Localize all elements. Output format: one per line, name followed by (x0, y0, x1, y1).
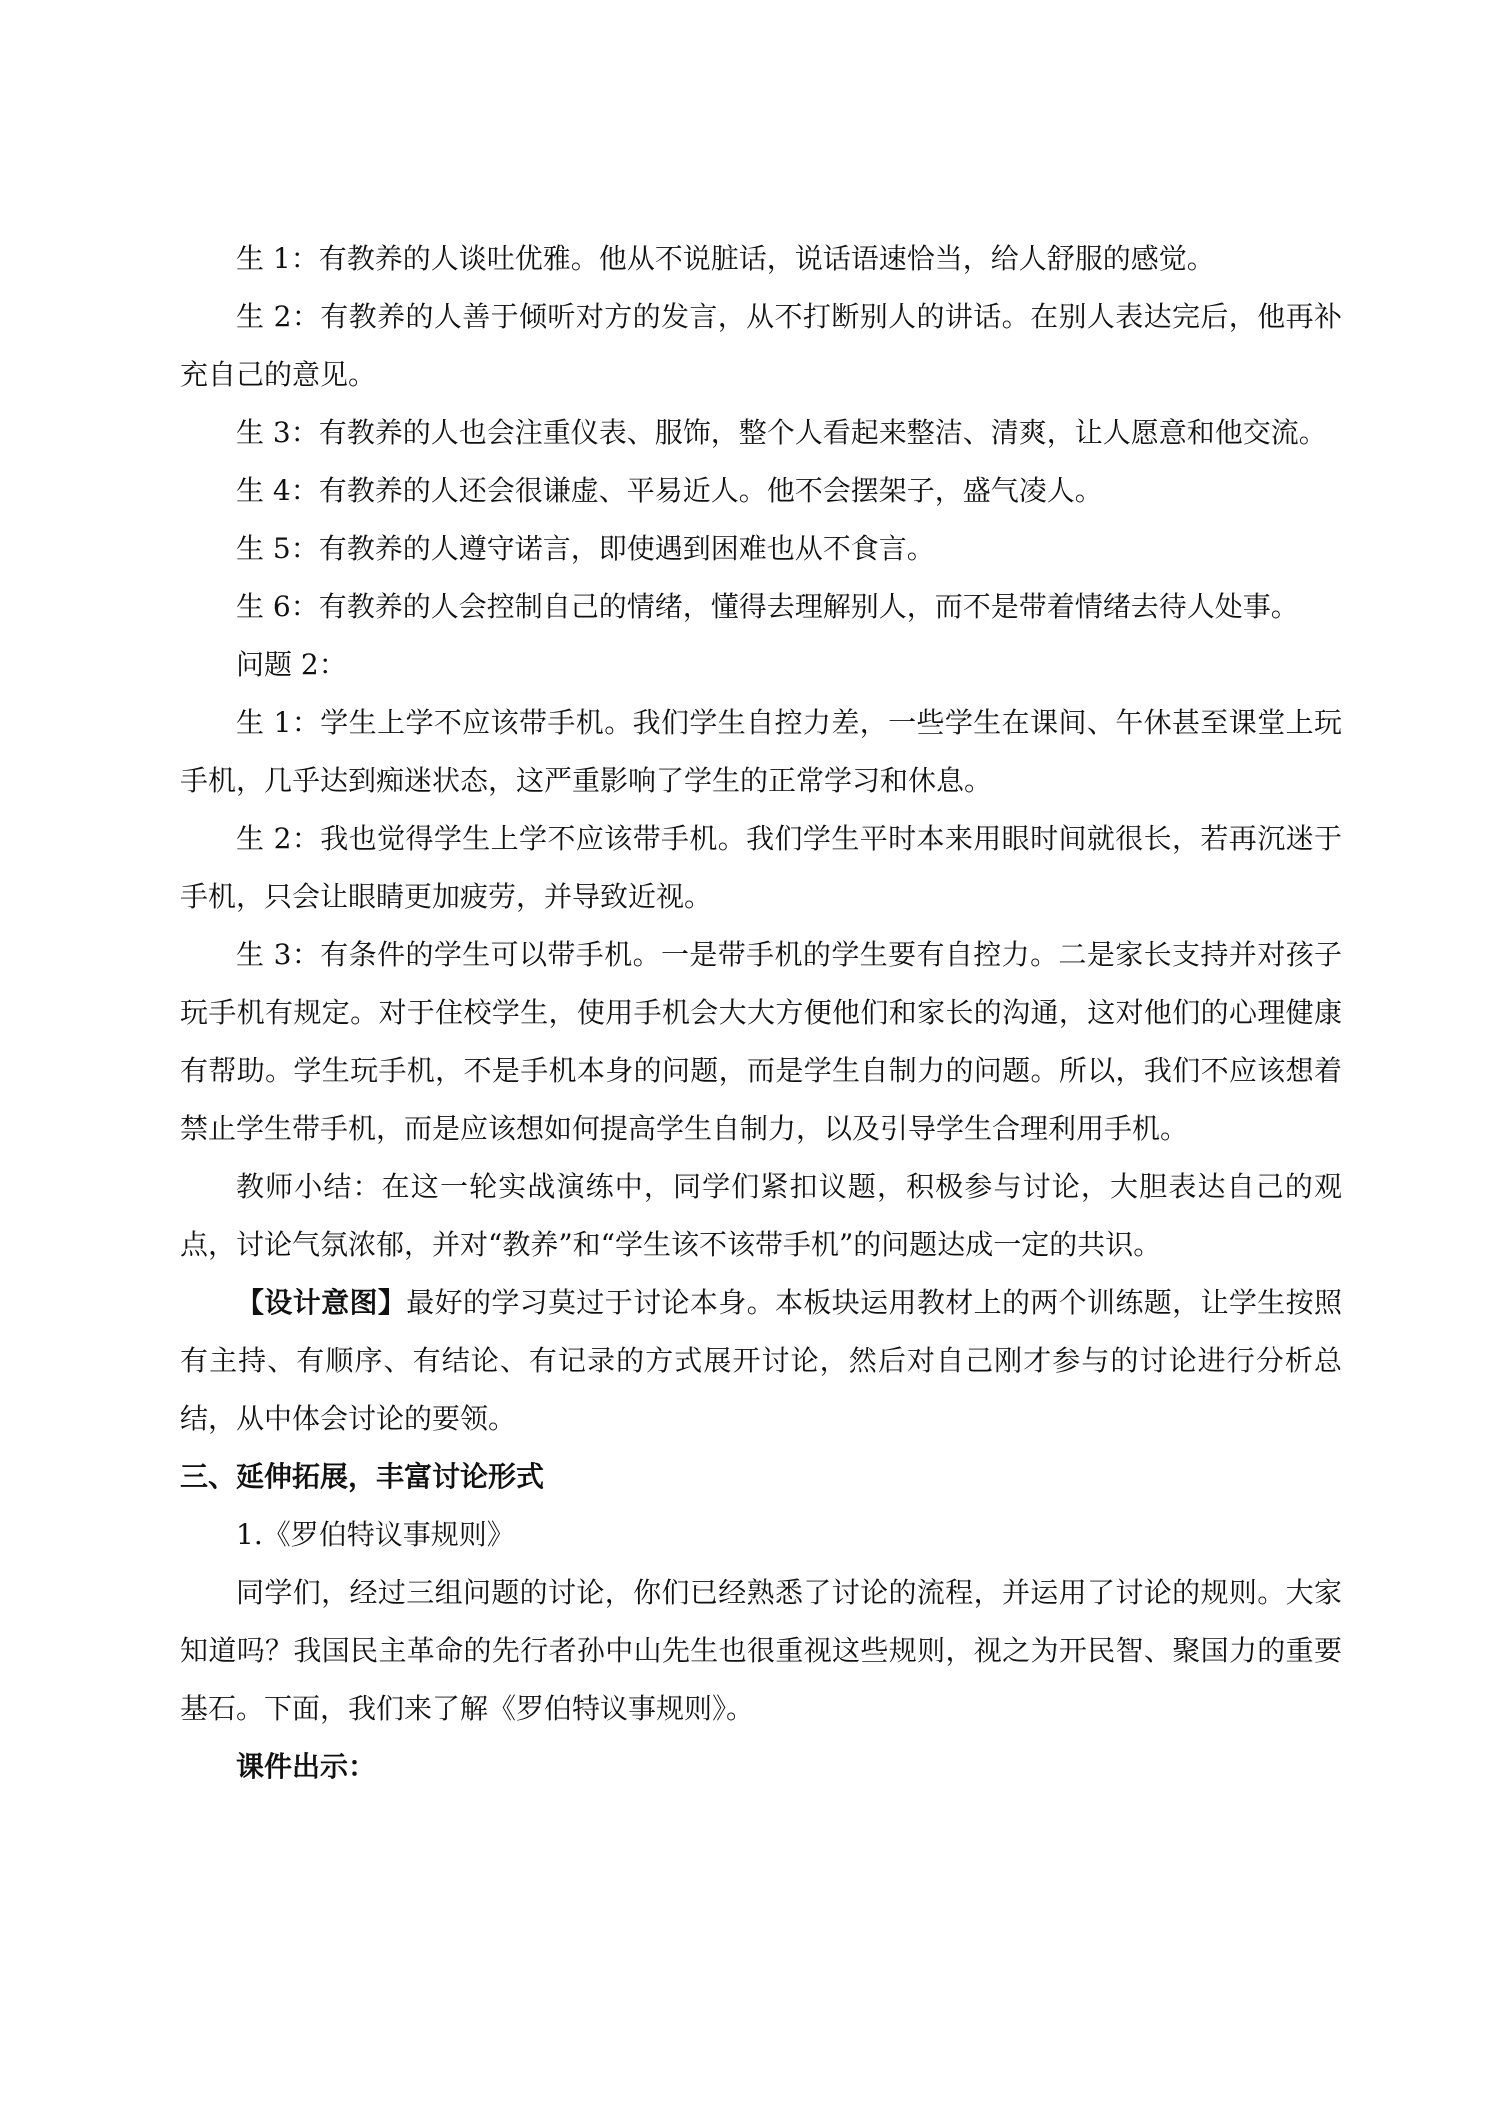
q2-student-3-paragraph (180, 926, 1342, 1158)
paragraph-text: 有教养的人会控制自己的情绪，懂得去理解别人，而不是带着情绪去待人处事。 (318, 590, 1299, 623)
student-2-paragraph (180, 288, 1342, 404)
paragraph-text: 学生上学不应该带手机。我们学生自控力差，一些学生在课间、午休甚至课堂上玩手机，几乎达到痴迷状态，这严重影响了学生的正常学习和休息。 (180, 706, 1342, 797)
intro-paragraph: 同学们，经过三组问题的讨论，你们已经熟悉了讨论的流程，并运用了讨论的规则。大家知道吗？我国民主革命的先行者孙中山先生也很重视这些规则，视之为开民智、聚国力的重要基石。下面，我们来了解《罗伯特议事规则》。 (180, 1576, 1342, 1725)
paragraph-text: 有条件的学生可以带手机。一是带手机的学生要有自控力。二是家长支持并对孩子玩手机有规定。对于住校学生，使用手机会大大方便他们和家长的沟通，这对他们的心理健康有帮助。学生玩手机，不是手机本身的问题，而是学生自制力的问题。所以，我们不应该想着禁止学生带手机，而是应该想如何提高学生自制力，以及引导学生合理利用手机。 (180, 938, 1342, 1145)
speaker-label: 生 3： (236, 416, 319, 449)
speaker-label: 生 2： (236, 300, 321, 333)
design-intent-paragraph (180, 1274, 1342, 1448)
speaker-label: 生 1： (236, 706, 321, 739)
q2-student-1-paragraph (180, 694, 1342, 810)
paragraph-text: 有教养的人谈吐优雅。他从不说脏话，说话语速恰当，给人舒服的感觉。 (318, 242, 1215, 275)
courseware-label: 课件出示： (236, 1750, 377, 1783)
speaker-label: 生 1： (236, 242, 319, 275)
paragraph-text: 问题 2： (236, 648, 347, 681)
q2-student-2-paragraph (180, 810, 1342, 926)
student-3-paragraph (180, 404, 1342, 462)
student-5-paragraph (180, 520, 1342, 578)
paragraph-text: 我也觉得学生上学不应该带手机。我们学生平时本来用眼时间就很长，若再沉迷于手机，只会让眼睛更加疲劳，并导致近视。 (180, 822, 1342, 913)
paragraph-text: 有教养的人善于倾听对方的发言，从不打断别人的讲话。在别人表达完后，他再补充自己的意见。 (180, 300, 1342, 391)
paragraph-text: 有教养的人还会很谦虚、平易近人。他不会摆架子，盛气凌人。 (318, 474, 1103, 507)
speaker-label: 生 2： (236, 822, 321, 855)
student-1-paragraph (180, 230, 1342, 288)
question-2-heading (180, 636, 1342, 694)
document-page (180, 230, 1342, 1796)
speaker-label: 生 3： (236, 938, 321, 971)
speaker-label: 生 6： (236, 590, 319, 623)
paragraph-text: 有教养的人也会注重仪表、服饰，整个人看起来整洁、清爽，让人愿意和他交流。 (318, 416, 1327, 449)
section-heading: 三、延伸拓展，丰富讨论形式 (180, 1460, 545, 1493)
speaker-label: 生 5： (236, 532, 319, 565)
paragraph-text: 教师小结：在这一轮实战演练中，同学们紧扣议题，积极参与讨论，大胆表达自己的观点，讨论气氛浓郁，并对“教养”和“学生该不该带手机”的问题达成一定的共识。 (180, 1170, 1342, 1261)
paragraph-text: 有教养的人遵守诺言，即使遇到困难也从不食言。 (318, 532, 935, 565)
teacher-summary-paragraph (180, 1158, 1342, 1274)
speaker-label: 生 4： (236, 474, 319, 507)
student-4-paragraph (180, 462, 1342, 520)
design-intent-label: 【设计意图】 (236, 1286, 407, 1319)
student-6-paragraph (180, 578, 1342, 636)
subheading: 1.《罗伯特议事规则》 (236, 1518, 515, 1551)
design-intent-text: 最好的学习莫过于讨论本身。本板块运用教材上的两个训练题，让学生按照有主持、有顺序、有结论、有记录的方式展开讨论，然后对自己刚才参与的讨论进行分析总结，从中体会讨论的要领。 (180, 1286, 1342, 1435)
